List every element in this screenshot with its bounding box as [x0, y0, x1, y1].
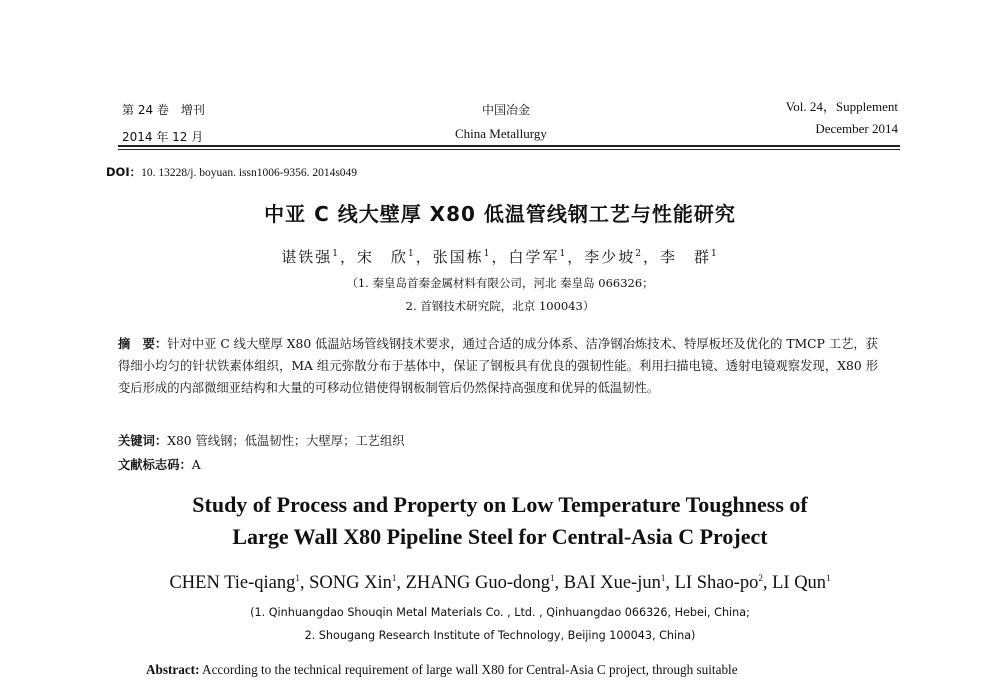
- doc-code-label: 文献标志码：: [118, 458, 192, 472]
- journal-date-en: December 2014: [815, 121, 898, 136]
- author-affiliation-mark: 1: [660, 572, 666, 583]
- title-en-line2: Large Wall X80 Pipeline Steel for Central-Asia C Project: [232, 524, 768, 549]
- affiliation-cn-line1: （1. 秦皇岛首秦金属材料有限公司，河北 秦皇岛 066326；: [346, 276, 654, 290]
- doi-line: [106, 164, 357, 180]
- author-name: 李 群: [660, 248, 712, 266]
- author-affiliation-mark: 1: [332, 249, 340, 259]
- journal-volume-en: Vol. 24，Supplement: [785, 99, 898, 114]
- abstract-cn-text: 针对中亚 C 线大壁厚 X80 低温站场管线钢技术要求，通过合适的成分体系、洁净钢冶炼技术、特厚板坯及优化的 TMCP 工艺，获得细小均匀的针状铁素体组织，MA 组元弥散分布于基体中，保证了钢板具有优良的强韧性能。利用扫描电镜、透射电镜观察发现，X80 形变后形成的内部微细亚结构和大量的可移动位错使得钢板制管后仍然保持高强度和优异的低温韧性。: [118, 337, 878, 395]
- affiliation-cn-line2: 2. 首钢技术研究院，北京 100043）: [405, 299, 595, 313]
- author-affiliation-mark: 1: [483, 249, 492, 259]
- affiliation-en-line2: 2. Shougang Research Institute of Technology, Beijing 100043, China): [304, 629, 696, 642]
- abstract-en: [146, 662, 738, 678]
- abstract-cn-label: 摘 要：: [118, 337, 168, 351]
- doc-code-value: A: [191, 458, 201, 472]
- doi-label: DOI：: [106, 165, 142, 179]
- author-name: 宋 欣: [356, 248, 408, 266]
- author-name: 李少坡: [584, 248, 636, 266]
- journal-name-cn: 中国冶金: [482, 103, 531, 117]
- author-affiliation-mark: 1: [407, 249, 416, 259]
- author-affiliation-mark: 1: [559, 249, 568, 259]
- authors-en: CHEN Tie-qiang$^1$, SONG Xin$^1$, ZHANG Guo-dong$^1$, BAI Xue-jun$^1$, LI Shao-$po^2$, LI Qun$^1$: [169, 572, 831, 593]
- author-name: 白学军: [508, 248, 560, 266]
- author-name: BAI Xue-jun: [563, 573, 661, 593]
- abstract-en-label: Abstract:: [146, 662, 200, 677]
- author-name: LI Shao-po: [674, 573, 759, 593]
- author-affiliation-mark: 1: [550, 572, 555, 583]
- author-name: ZHANG Guo-dong: [405, 573, 550, 593]
- title-cn: 中亚 C 线大壁厚 X80 低温管线钢工艺与性能研究: [264, 202, 736, 226]
- affiliation-en-line1: (1. Qinhuangdao Shouqin Metal Materials Co. , Ltd. , Qinhuangdao 066326, Hebei, China;: [250, 606, 750, 619]
- journal-date: 2014 年 12 月: [122, 130, 204, 144]
- author-name: SONG Xin: [309, 573, 392, 593]
- doc-code: [118, 455, 201, 473]
- abstract-en-text: According to the technical requirement of large wall X80 for Central-Asia C project, through suitable: [202, 662, 738, 677]
- author-name: 谌铁强: [281, 248, 333, 266]
- keywords-cn: [118, 431, 405, 449]
- author-name: CHEN Tie-qiang: [169, 573, 296, 593]
- author-name: 张国栋: [432, 248, 484, 266]
- journal-name-en: China Metallurgy: [455, 126, 547, 141]
- header-rule-bottom: [118, 149, 900, 150]
- header-rule-top: [118, 145, 900, 147]
- doi-value: 10. 13228/j. boyuan. issn1006-9356. 2014s049: [141, 167, 358, 179]
- author-affiliation-mark: 1: [295, 572, 300, 583]
- keywords-cn-text: X80 管线钢；低温韧性；大壁厚；工艺组织: [167, 434, 405, 448]
- title-en-line1: Study of Process and Property on Low Temperature Toughness of: [192, 492, 808, 517]
- author-affiliation-mark: 1: [391, 572, 397, 583]
- keywords-cn-label: 关键词：: [118, 434, 168, 448]
- author-name: LI Qun: [772, 573, 827, 593]
- authors-cn: 谌铁强$^1$，宋 欣$^1$，张国栋$^1$，白学军$^1$，李少坡$^2$，李 群$^1$: [281, 248, 719, 266]
- abstract-cn: [118, 333, 878, 399]
- author-affiliation-mark: 1: [826, 572, 831, 583]
- journal-volume: 第 24 卷 增刊: [122, 103, 205, 117]
- author-affiliation-mark: 2: [635, 249, 644, 259]
- author-affiliation-mark: 2: [758, 572, 763, 583]
- author-affiliation-mark: 1: [711, 249, 719, 259]
